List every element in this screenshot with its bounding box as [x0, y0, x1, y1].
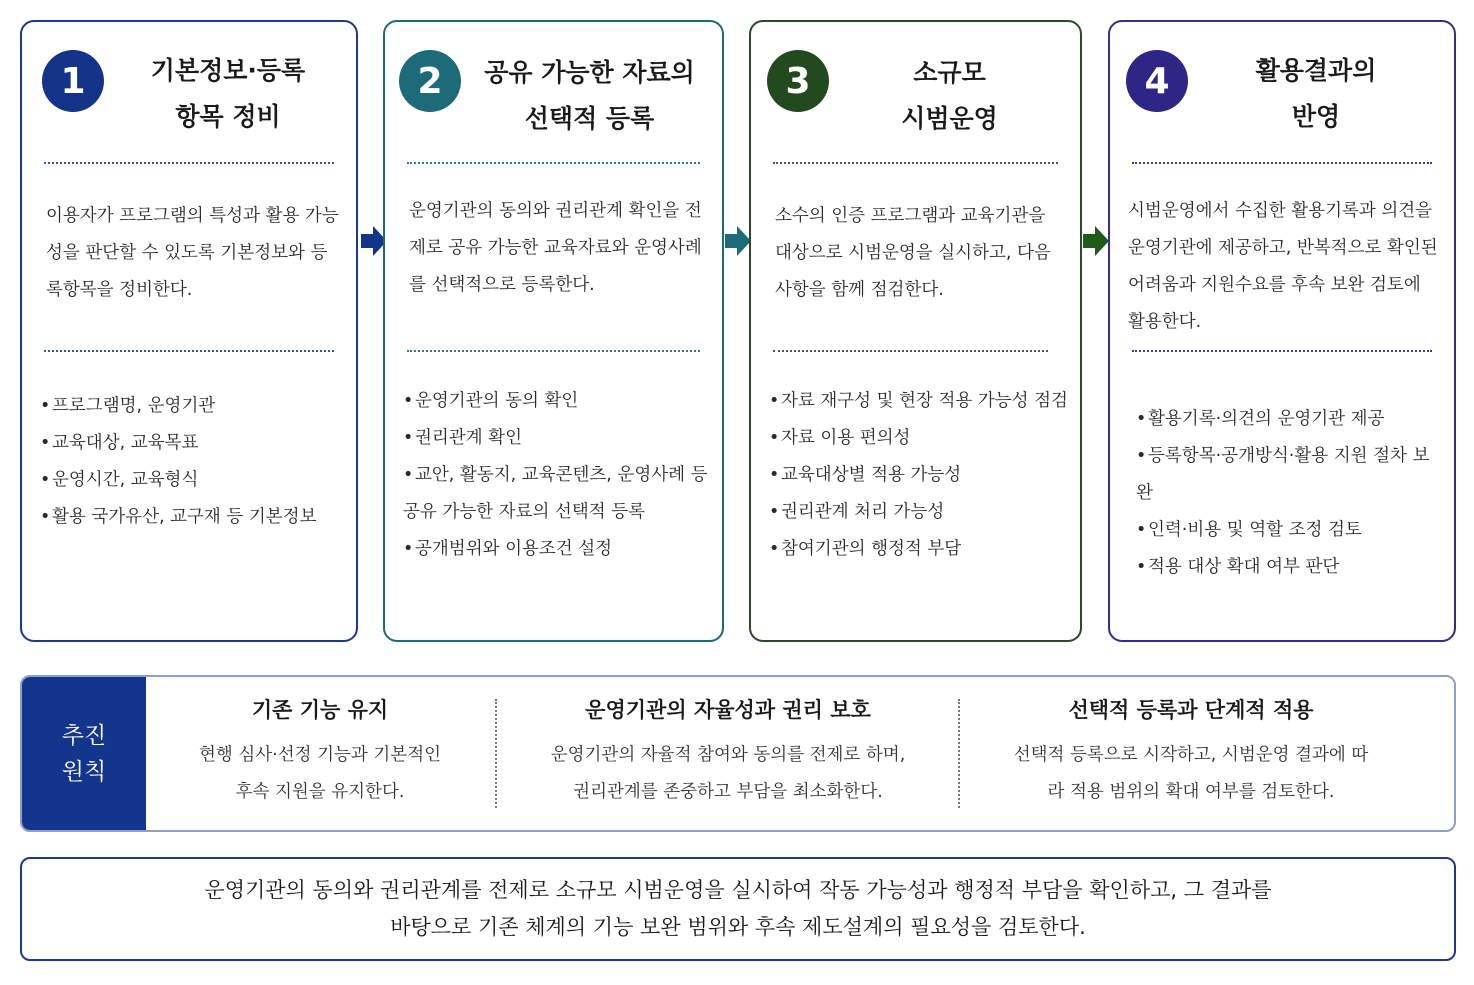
list-item: •교육대상, 교육목표 [40, 433, 199, 453]
principle-title: 선택적 등록과 단계적 적용 [1068, 698, 1314, 722]
step-title: 활용결과의 반영 [1255, 56, 1377, 131]
list-item: •인력·비용 및 역할 조정 검토 [1136, 520, 1362, 540]
principle-title: 운영기관의 자율성과 권리 보호 [585, 698, 871, 722]
list-item: •활용기록·의견의 운영기관 제공 [1136, 409, 1385, 429]
step-description: 운영기관의 동의와 권리관계 확인을 전제로 공유 가능한 교육자료와 운영사례를 선택적으로 등록한다. [409, 201, 702, 295]
list-item: •프로그램명, 운영기관 [40, 396, 216, 416]
step-card-3 [749, 20, 1082, 642]
list-item: •교안, 활동지, 교육콘텐츠, 운영사례 등 공유 가능한 자료의 선택적 등록 [403, 465, 708, 522]
list-item: •권리관계 확인 [403, 428, 522, 448]
divider [495, 699, 497, 808]
step-description: 시범운영에서 수집한 활용기록과 의견을 운영기관에 제공하고, 반복적으로 확인된 어려움과 지원수요를 후속 보완 검토에 활용한다. [1128, 201, 1438, 332]
divider [44, 350, 334, 352]
principle-text: 현행 심사·선정 기능과 기본적인 후속 지원을 유지한다. [198, 745, 441, 802]
step-number-badge: 4 [1126, 50, 1188, 112]
step-title: 소규모 시범운영 [901, 58, 998, 133]
principles-panel [20, 675, 1456, 832]
list-item: •교육대상별 적용 가능성 [769, 465, 962, 485]
divider [1132, 162, 1432, 164]
step-description: 이용자가 프로그램의 특성과 활용 가능성을 판단할 수 있도록 기본정보와 등록항목을 정비한다. [46, 206, 339, 300]
summary-box: 운영기관의 동의와 권리관계를 전제로 소규모 시범운영을 실시하여 작동 가능성과 행정적 부담을 확인하고, 그 결과를 바탕으로 기존 체계의 기능 보완 범위와 후속 제도설계의 필요성을 검토한다. [20, 857, 1456, 961]
list-item: •자료 재구성 및 현장 적용 가능성 점검 [769, 391, 1068, 411]
principle-column-2 [498, 677, 958, 830]
divider [407, 350, 700, 352]
list-item: •공개범위와 이용조건 설정 [403, 539, 613, 559]
step-card-4 [1108, 20, 1456, 642]
step-card-2 [383, 20, 724, 642]
principle-column-3 [961, 677, 1421, 830]
list-item: •활용 국가유산, 교구재 등 기본정보 [40, 507, 317, 527]
divider [407, 162, 700, 164]
arrow-right-icon [1081, 224, 1111, 258]
step-item-list [769, 383, 1070, 568]
step-number-badge: 1 [42, 50, 104, 112]
principle-column-1 [146, 677, 494, 830]
divider [958, 699, 960, 808]
step-card-1 [20, 20, 358, 642]
list-item: •권리관계 처리 가능성 [769, 502, 945, 522]
step-title: 기본정보·등록 항목 정비 [150, 56, 306, 131]
list-item: •운영시간, 교육형식 [40, 470, 199, 490]
list-item: •자료 이용 편의성 [769, 428, 911, 448]
list-item: •운영기관의 동의 확인 [403, 391, 579, 411]
list-item: •참여기관의 행정적 부담 [769, 539, 962, 559]
divider [773, 162, 1058, 164]
divider [1132, 350, 1432, 352]
step-item-list [1136, 401, 1444, 586]
step-item-list [40, 388, 346, 536]
step-number-badge: 3 [767, 50, 829, 112]
divider [44, 162, 334, 164]
list-item: •적용 대상 확대 여부 판단 [1136, 557, 1340, 577]
step-number-badge: 2 [399, 50, 461, 112]
principle-text: 선택적 등록으로 시작하고, 시범운영 결과에 따 라 적용 범위의 확대 여부를 검토한다. [1013, 745, 1369, 802]
divider [773, 350, 1048, 352]
principles-label: 추진 원칙 [22, 677, 146, 830]
step-description: 소수의 인증 프로그램과 교육기관을 대상으로 시범운영을 실시하고, 다음 사항을 함께 점검한다. [775, 206, 1051, 300]
principle-text: 운영기관의 자율적 참여와 동의를 전제로 하며, 권리관계를 존중하고 부담을 최소화한다. [550, 745, 906, 802]
step-item-list [403, 383, 712, 568]
step-title: 공유 가능한 자료의 선택적 등록 [484, 58, 695, 133]
list-item: •등록항목·공개방식·활용 지원 절차 보완 [1136, 446, 1430, 503]
principle-title: 기존 기능 유지 [251, 698, 389, 722]
